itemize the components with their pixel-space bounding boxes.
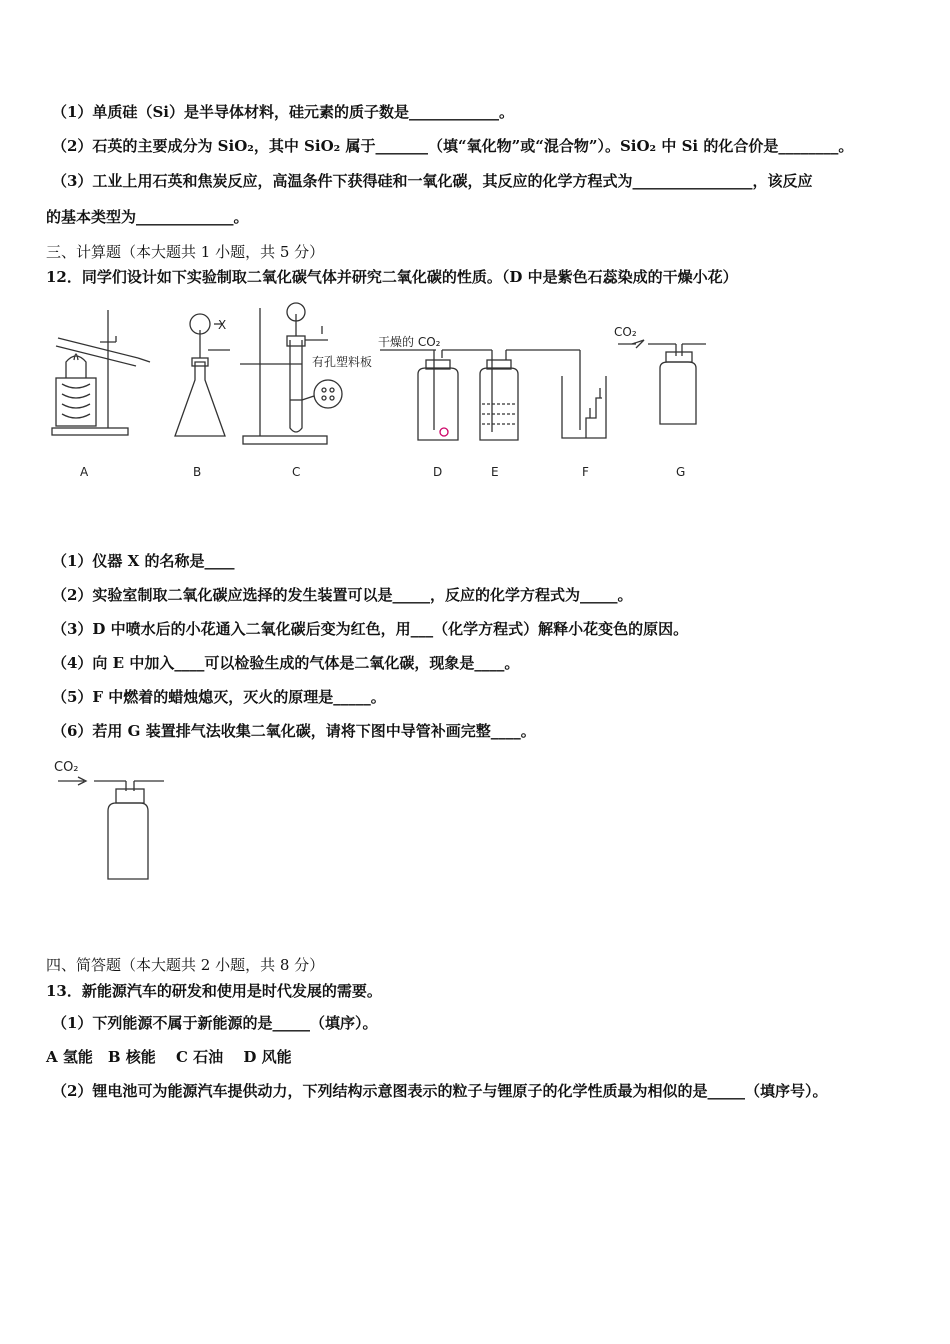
label-d: D xyxy=(433,465,443,479)
q12-part3: （3）D 中喷水后的小花通入二氧化碳后变为红色，用___（化学方程式）解释小花变色的原因。 xyxy=(52,620,689,638)
q12-part2: （2）实验室制取二氧化碳应选择的发生装置可以是_____，反应的化学方程式为_____。 xyxy=(52,586,633,604)
label-c: C xyxy=(292,465,301,479)
q12-intro: 12．同学们设计如下实验制取二氧化碳气体并研究二氧化碳的性质。（D 中是紫色石蕊染成的干燥小花） xyxy=(46,268,738,286)
q13-options: A 氢能 B 核能 C 石油 D 风能 xyxy=(46,1048,292,1066)
label-co2-g: CO₂ xyxy=(614,325,637,339)
section4-title: 四、简答题（本大题共 2 小题，共 8 分） xyxy=(46,956,325,974)
apparatus-a xyxy=(52,310,150,435)
q11-part3b: 的基本类型为_____________。 xyxy=(46,208,249,226)
apparatus-d xyxy=(380,350,492,440)
q13-intro: 13．新能源汽车的研发和使用是时代发展的需要。 xyxy=(46,982,382,1000)
label-b: B xyxy=(193,465,202,479)
label-x: X xyxy=(218,318,227,332)
g-bottle-figure xyxy=(50,755,180,885)
q12-part6: （6）若用 G 装置排气法收集二氧化碳，请将下图中导管补画完整____。 xyxy=(52,722,536,740)
apparatus-c xyxy=(240,303,342,444)
section3-title: 三、计算题（本大题共 1 小题，共 5 分） xyxy=(46,243,325,261)
q13-part1: （1）下列能源不属于新能源的是_____（填序）。 xyxy=(52,1014,378,1032)
q11-part3a: （3）工业上用石英和焦炭反应，高温条件下获得硅和一氧化碳，其反应的化学方程式为________________，该反应 xyxy=(52,172,813,190)
label-co2-bottle: CO₂ xyxy=(54,760,79,775)
apparatus-figure xyxy=(40,300,730,490)
label-dry-co2: 干燥的 CO₂ xyxy=(378,335,441,349)
q12-part1: （1）仪器 X 的名称是____ xyxy=(52,552,235,570)
label-porous-plate: 有孔塑料板 xyxy=(312,355,373,369)
label-g: G xyxy=(676,465,686,479)
apparatus-e xyxy=(480,350,560,440)
label-a: A xyxy=(80,465,89,479)
label-f: F xyxy=(582,465,589,479)
apparatus-g xyxy=(618,340,706,424)
q13-part2: （2）锂电池可为能源汽车提供动力，下列结构示意图表示的粒子与锂原子的化学性质最为相似的是_____（填序号）。 xyxy=(52,1082,828,1100)
q11-part1: （1）单质硅（Si）是半导体材料，硅元素的质子数是____________。 xyxy=(52,103,514,121)
apparatus-b xyxy=(175,314,230,436)
q12-part4: （4）向 E 中加入____可以检验生成的气体是二氧化碳，现象是____。 xyxy=(52,654,520,672)
label-e: E xyxy=(491,465,499,479)
q12-part5: （5）F 中燃着的蜡烛熄灭，灭火的原理是_____。 xyxy=(52,688,386,706)
q11-part2: （2）石英的主要成分为 SiO₂，其中 SiO₂ 属于_______（填“氧化物”或“混合物”）。SiO₂ 中 Si 的化合价是________。 xyxy=(52,137,854,155)
apparatus-f xyxy=(560,350,606,438)
